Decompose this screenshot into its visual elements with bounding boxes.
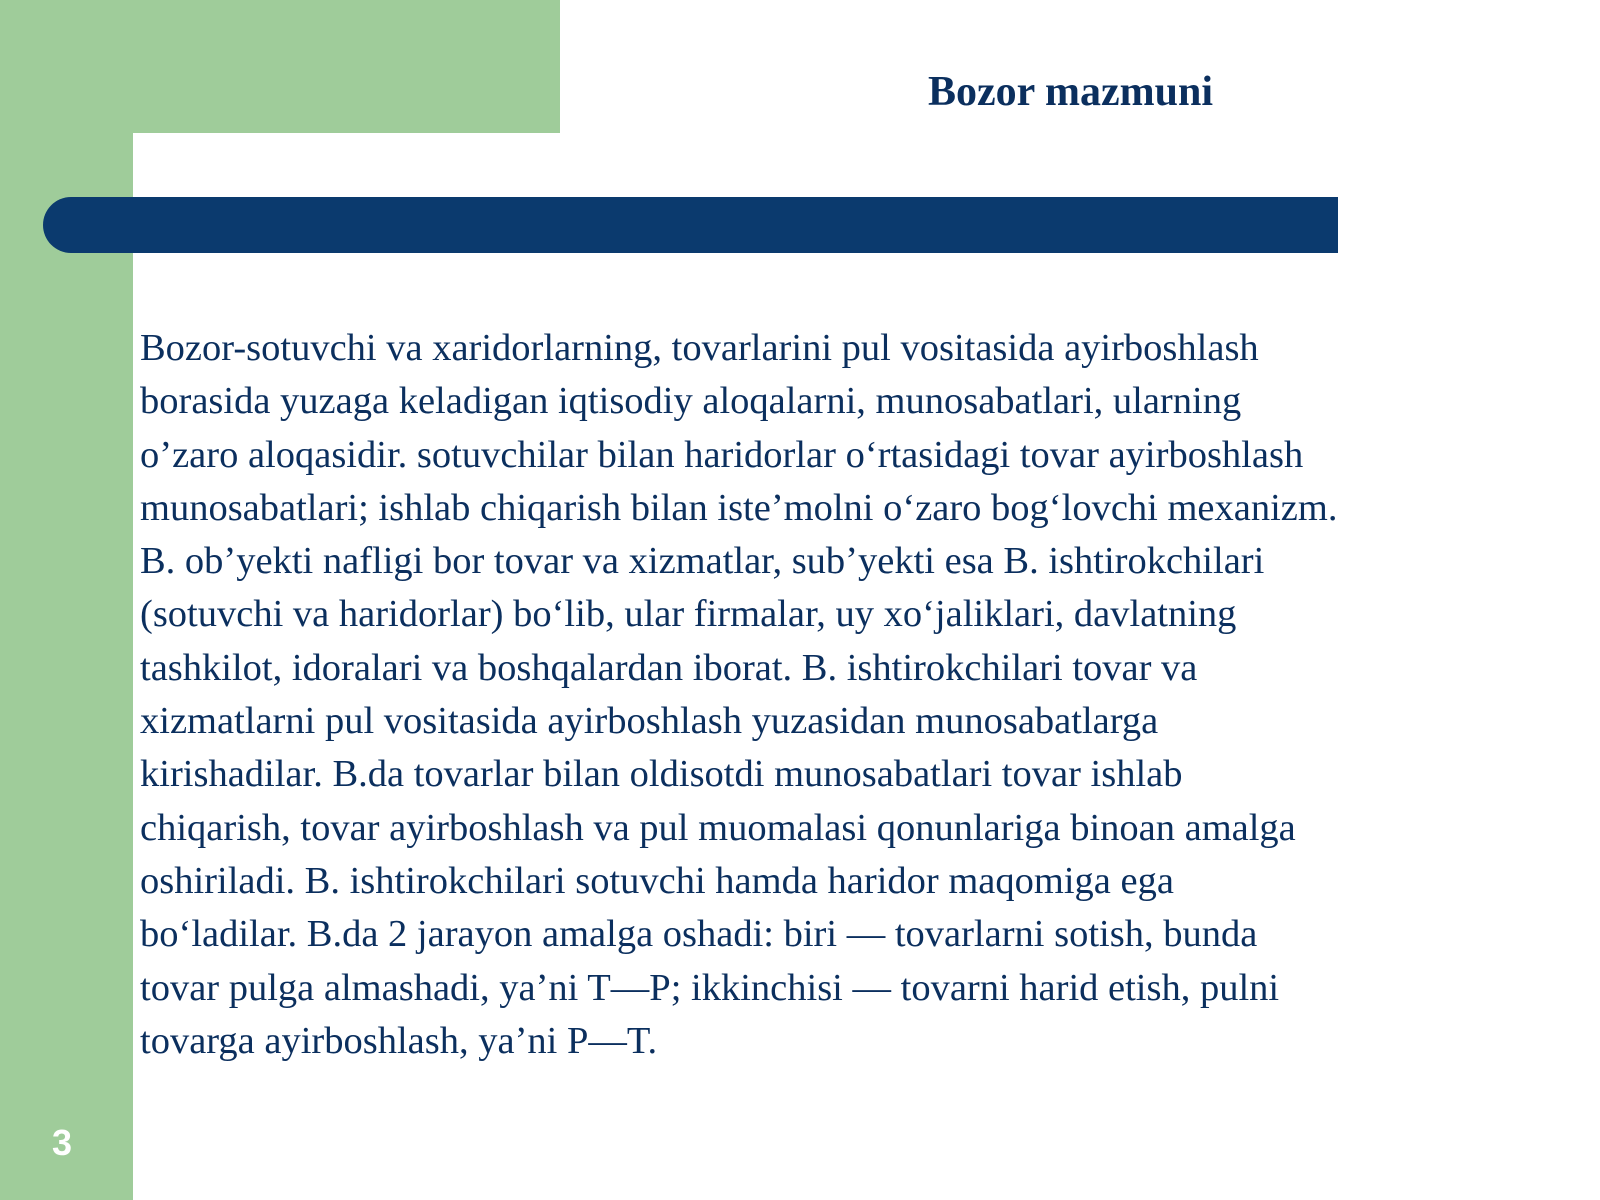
body-line: (sotuvchi va haridorlar) boʻlib, ular firmalar, uy xoʻjaliklari, davlatning xyxy=(140,593,1237,636)
body-line: tovar pulga almashadi, yaʼni T—P; ikkinchisi — tovarni harid etish, pulni xyxy=(140,966,1280,1009)
body-line: boʻladilar. B.da 2 jarayon amalga oshadi: biri — tovarlarni sotish, bunda xyxy=(140,913,1258,956)
body-line: chiqarish, tovar ayirboshlash va pul muomalasi qonunlariga binoan amalga xyxy=(140,806,1296,849)
body-line: xizmatlarni pul vositasida ayirboshlash yuzasidan munosabatlarga xyxy=(140,700,1159,743)
body-line: kirishadilar. B.da tovarlar bilan oldisotdi munosabatlari tovar ishlab xyxy=(140,753,1183,796)
slide-number: 3 xyxy=(52,1122,73,1163)
body-line: borasida yuzaga keladigan iqtisodiy aloqalarni, munosabatlari, ularning xyxy=(140,380,1242,423)
slide-title: Bozor mazmuni xyxy=(928,69,1214,115)
blue-title-bar xyxy=(43,197,1338,253)
body-line: B. obʼyekti nafligi bor tovar va xizmatlar, subʼyekti esa B. ishtirokchilari xyxy=(140,540,1265,583)
body-line: o’zaro aloqasidir. sotuvchilar bilan haridorlar oʻrtasidagi tovar ayirboshlash xyxy=(140,433,1304,476)
body-line: tashkilot, idoralari va boshqalardan iborat. B. ishtirokchilari tovar va xyxy=(140,646,1198,689)
body-line: oshiriladi. B. ishtirokchilari sotuvchi hamda haridor maqomiga ega xyxy=(140,859,1174,902)
body-line: tovarga ayirboshlash, yaʼni P—T. xyxy=(140,1019,658,1062)
slide-body-text xyxy=(140,322,1590,1068)
green-side-strip xyxy=(0,0,133,1200)
body-line: Bozor-sotuvchi va xaridorlarning, tovarlarini pul vositasida ayirboshlash xyxy=(140,327,1259,369)
body-line: munosabatlari; ishlab chiqarish bilan isteʼmolni oʻzaro bogʻlovchi mexanizm. xyxy=(140,486,1338,529)
